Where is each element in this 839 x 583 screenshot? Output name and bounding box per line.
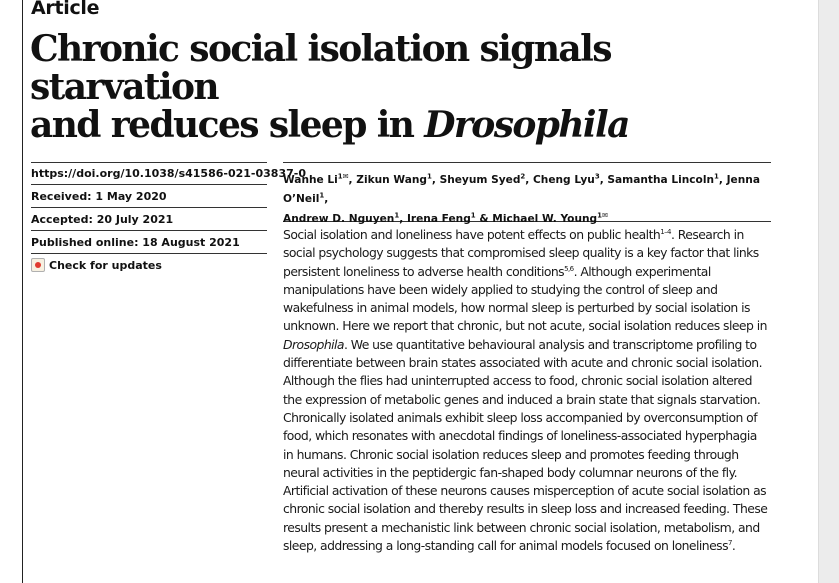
meta-divider [31, 230, 267, 231]
meta-divider [31, 207, 267, 208]
author: Michael W. Young$^{1✉}$ [492, 211, 608, 225]
author: Andrew D. Nguyen$^1$, [283, 211, 407, 225]
published-date: Published online: 18 August 2021 [31, 236, 240, 249]
doi-link[interactable]: https://doi.org/10.1038/s41586-021-03837-0 [31, 167, 306, 180]
meta-divider [31, 184, 267, 185]
left-margin-rule [22, 0, 23, 583]
species-name: Drosophila [283, 336, 344, 352]
check-updates-icon [31, 258, 45, 272]
author: Cheng Lyu$^3$, [533, 172, 608, 186]
author: Samantha Lincoln$^1$, [607, 172, 727, 186]
citation-ref[interactable]: 7 [727, 538, 732, 547]
accepted-date: Accepted: 20 July 2021 [31, 213, 174, 226]
abstract-paragraph: Social isolation and loneliness have potent effects on public health$^{1-4}$. Research in social psychology suggests that compromised sleep quality is a key factor that links persistent loneliness to adverse health conditions$^{5,6}$. Although experimental manipulations have been widely applied to studying the control of sleep and wakefulness in animal models, how normal sleep is perturbed by social isolation is unknown. Here we report that chronic, but not acute, social isolation reduces sleep in Drosophila. We use quantitative behavioural analysis and transcriptome profiling to differentiate between brain states associated with acute and chronic social isolation. Although the flies had uninterrupted access to food, chronic social isolation altered the expression of metabolic genes and induced a brain state that signals starvation. Chronically isolated animals exhibit sleep loss accompanied by overconsumption of food, which resonates with anecdotal findings of loneliness-associated hyperphagia in humans. Chronic social isolation reduces sleep and promotes feeding through neural activities in the peptidergic fan-shaped body columnar neurons of the fly. Artificial activation of these neurons causes misperception of acute social isolation as chronic social isolation and thereby results in sleep loss and increased feeding. These results present a mechanistic link between chronic social isolation, metabolism, and sleep, addressing a long-standing call for animal models focused on loneliness$^7$. [283, 227, 768, 554]
author: Sheyum Syed$^2$, [439, 172, 534, 186]
authors-top-rule [283, 162, 771, 163]
article-type-label: Article [31, 0, 100, 19]
citation-ref[interactable]: 5,6 [564, 264, 574, 273]
author: Irena Feng$^1$ & [406, 211, 493, 225]
title-line-2: and reduces sleep in [30, 104, 425, 146]
received-date: Received: 1 May 2020 [31, 190, 167, 203]
article-title [30, 30, 790, 144]
check-updates-label: Check for updates [49, 258, 162, 272]
author: Jenna O’Neil$^1$, [283, 173, 760, 206]
meta-top-rule [31, 162, 267, 163]
title-species: Drosophila [424, 104, 629, 146]
title-line-1: Chronic social isolation signals starvation [30, 28, 611, 108]
check-for-updates-link[interactable] [31, 258, 162, 272]
scrollbar[interactable] [818, 0, 839, 583]
citation-ref[interactable]: 1–4 [660, 227, 671, 236]
author-list [283, 168, 773, 227]
author: Zikun Wang$^1$, [356, 172, 440, 186]
meta-divider [31, 253, 267, 254]
author: Wanhe $Li^{1✉}$, [283, 172, 357, 186]
